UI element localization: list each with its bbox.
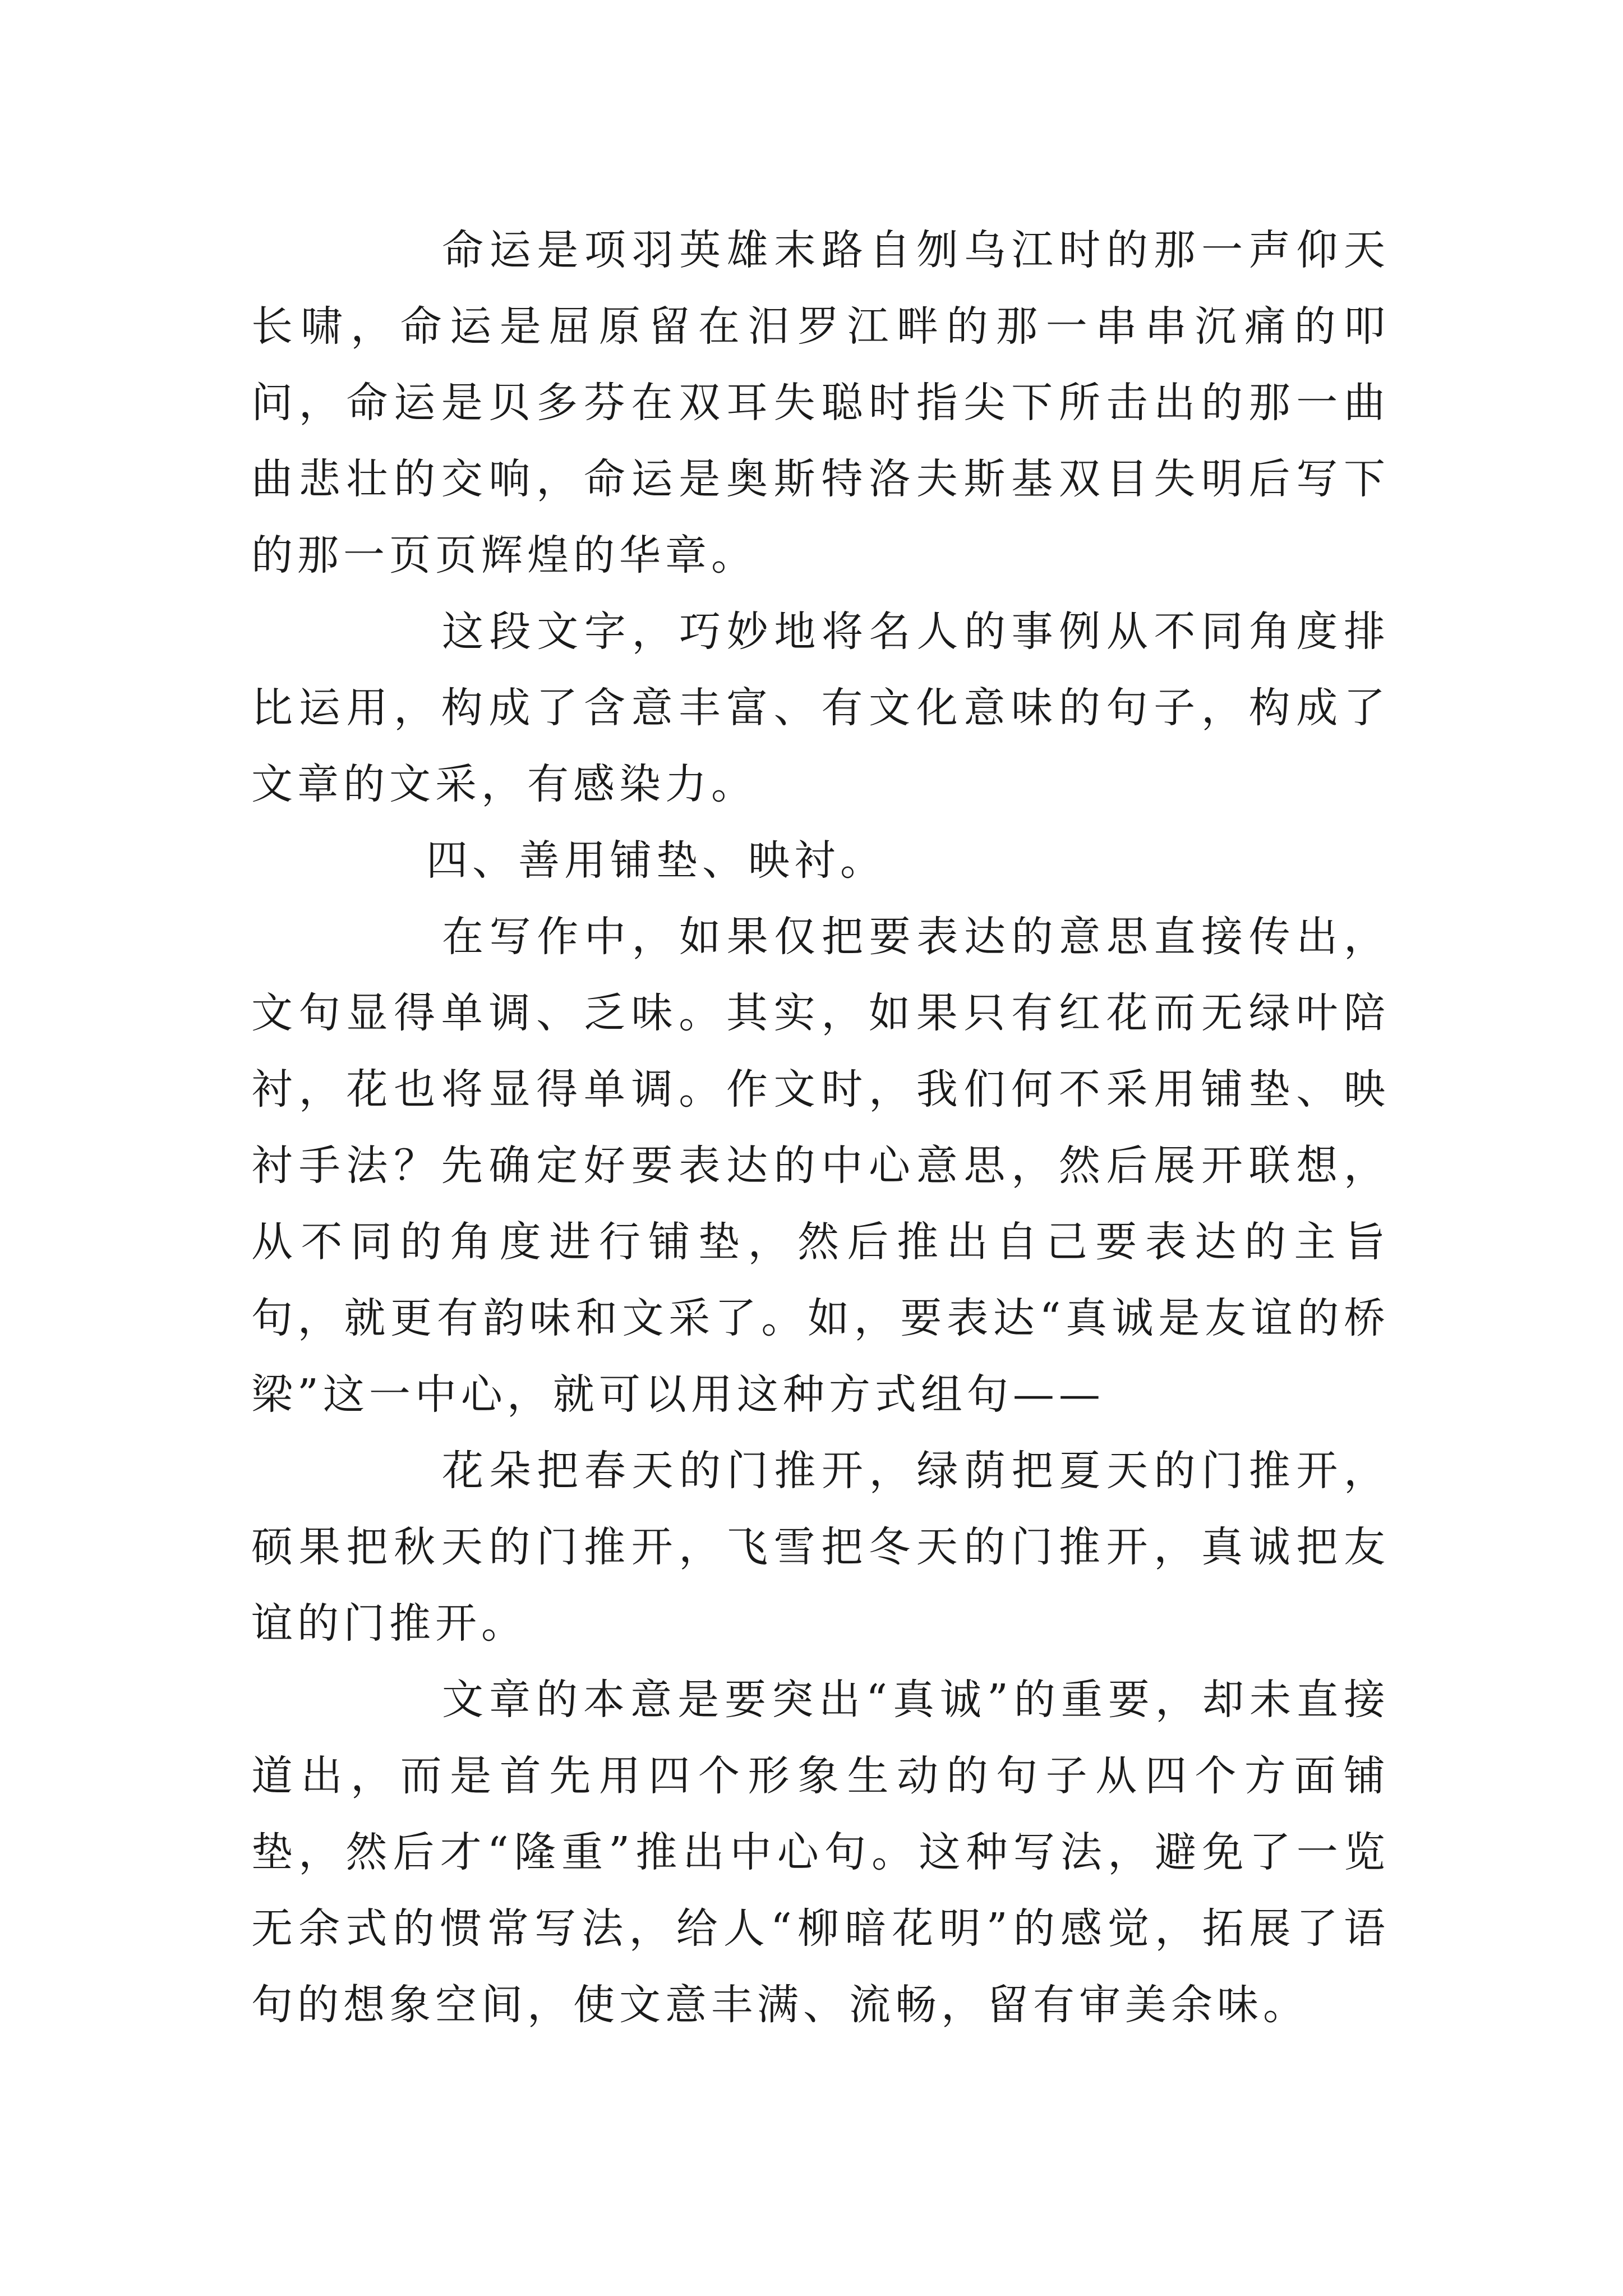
paragraph-parallelism-commentary: 这段文字，巧妙地将名人的事例从不同角度排比运用，构成了含意丰富、有文化意味的句子，构成了文章的文采，有感染力。 bbox=[251, 608, 1390, 808]
paragraph-foreshadowing-intro: 在写作中，如果仅把要表达的意思直接传出，文句显得单调、乏味。其实，如果只有红花而无绿叶陪衬，花也将显得单调。作文时，我们何不采用铺垫、映衬手法？先确定好要表达的中心意思，然后展开联想，从不同的角度进行铺垫，然后推出自己要表达的主旨句，就更有韵味和文采了。如，要表达“真诚是友谊的桥梁”这一中心，就可以用这种方式组句—— bbox=[251, 913, 1390, 1419]
paragraph-fate-parallelism: 命运是项羽英雄末路自刎乌江时的那一声仰天长啸，命运是屈原留在汨罗江畔的那一串串沉痛的叩问，命运是贝多芬在双耳失聪时指尖下所击出的那一曲曲悲壮的交响，命运是奥斯特洛夫斯基双目失明后写下的那一页页辉煌的华章。 bbox=[251, 226, 1390, 579]
section-heading-four: 四、善用铺垫、映衬。 bbox=[426, 836, 886, 885]
paragraph-example-commentary: 文章的本意是要突出“真诚”的重要，却未直接道出，而是首先用四个形象生动的句子从四个方面铺垫，然后才“隆重”推出中心句。这种写法，避免了一览无余式的惯常写法，给人“柳暗花明”的感觉，拓展了语句的想象空间，使文意丰满、流畅，留有审美余味。 bbox=[251, 1676, 1390, 2029]
document-body bbox=[251, 212, 1390, 2043]
paragraph-example-sentences: 花朵把春天的门推开，绿荫把夏天的门推开，硕果把秋天的门推开，飞雪把冬天的门推开，真诚把友谊的门推开。 bbox=[251, 1447, 1390, 1648]
